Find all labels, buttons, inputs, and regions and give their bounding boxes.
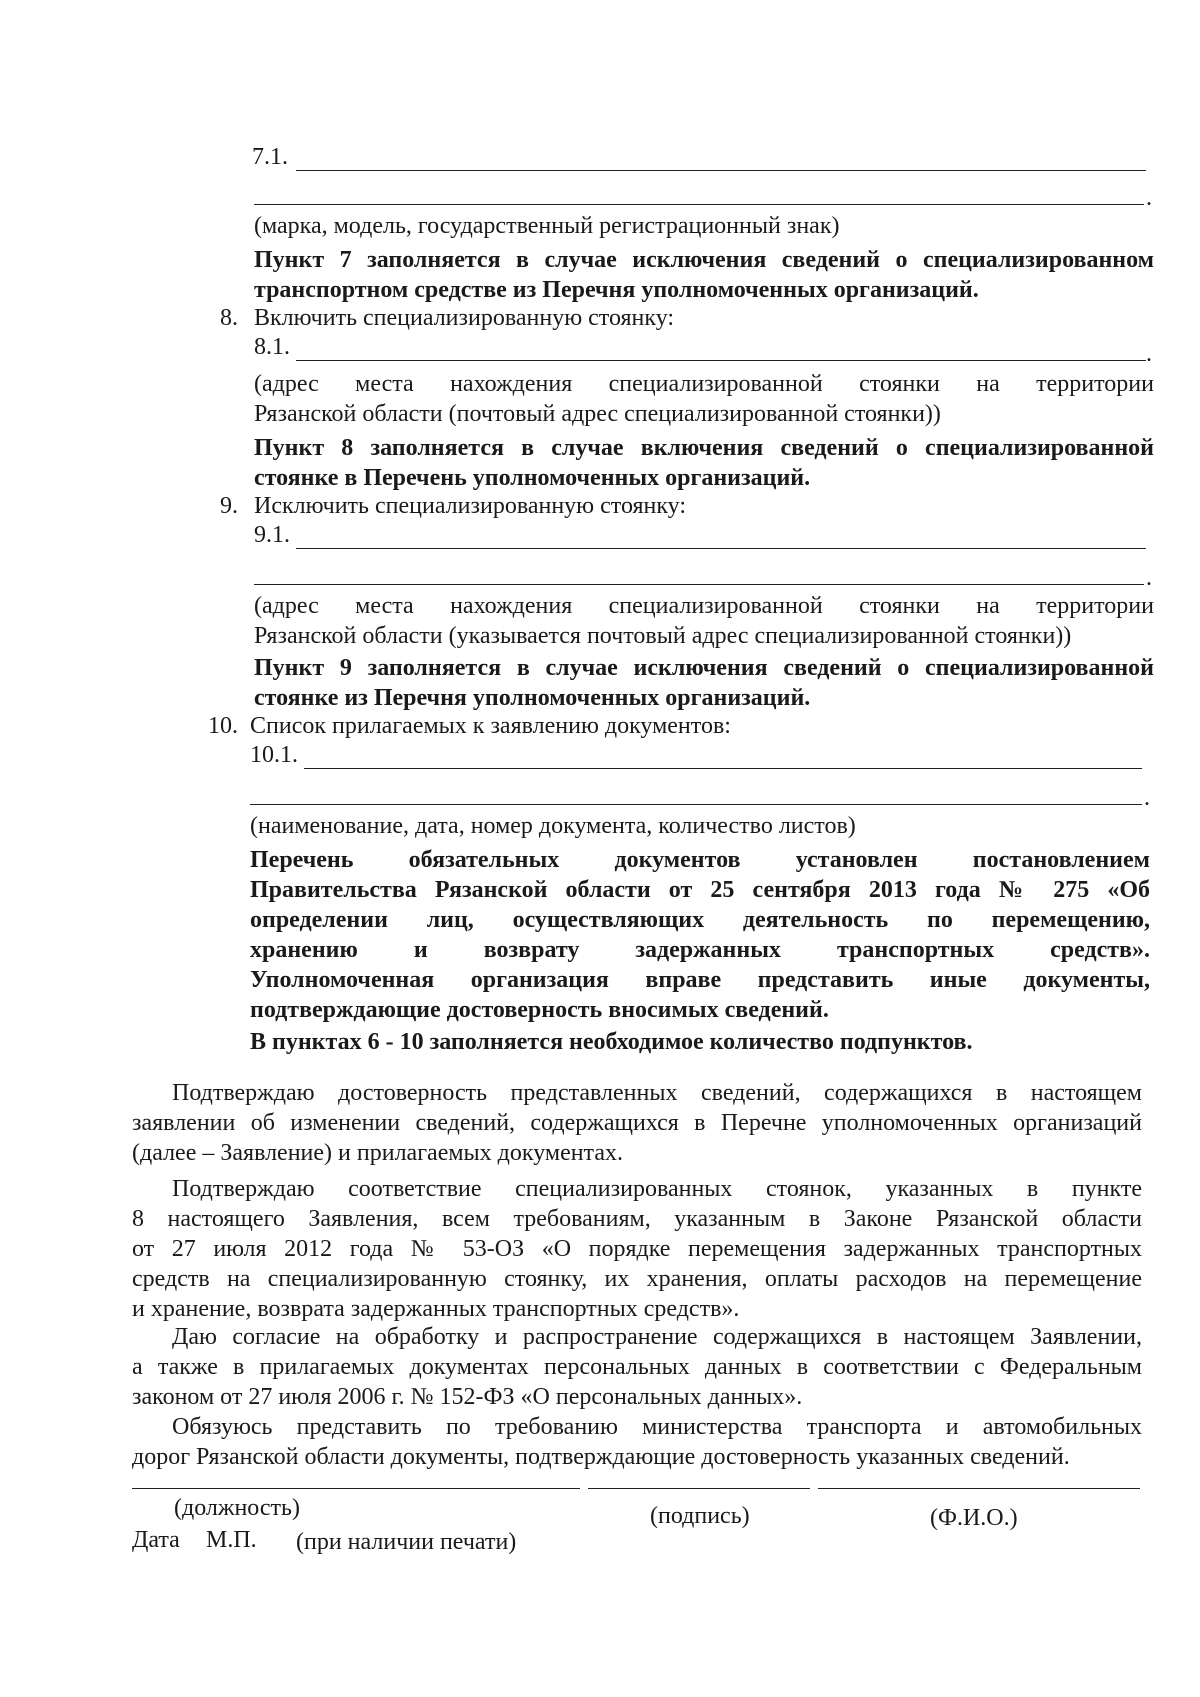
paragraph-consent — [132, 1322, 1142, 1412]
subitem-7-1-label: 7.1. — [252, 144, 288, 170]
seal-note: (при наличии печати) — [296, 1529, 517, 1555]
paragraph-confirm-compliance — [132, 1174, 1142, 1324]
paragraph-line: Обязуюсь представить по требованию министерства транспорта и автомобильных — [172, 1414, 1142, 1440]
position-field-line[interactable] — [132, 1488, 580, 1489]
paragraph-line: средств на специализированную стоянку, их хранения, оплаты расходов на перемещение — [132, 1266, 1142, 1292]
note-10-line-3: определении лиц, осуществляющих деятельность по перемещению, — [250, 907, 1150, 933]
caption-8-line-2: Рязанской области (почтовый адрес специализированной стоянки)) — [254, 401, 941, 427]
paragraph-obligation — [132, 1412, 1142, 1472]
note-10-line-1: Перечень обязательных документов установлен постановлением — [250, 847, 1150, 873]
note-8-line-1: Пункт 8 заполняется в случае включения сведений о специализированной — [254, 435, 1154, 461]
field-7-1-line-2[interactable] — [254, 204, 1144, 205]
field-10-1-line-1[interactable] — [304, 768, 1142, 769]
note-10-line-5: Уполномоченная организация вправе представить иные документы, — [250, 967, 1150, 993]
item-8-number: 8. — [220, 305, 238, 331]
final-note: В пунктах 6 - 10 заполняется необходимое количество подпунктов. — [250, 1029, 973, 1055]
field-9-1-line-1[interactable] — [296, 548, 1146, 549]
item-9-number: 9. — [220, 493, 238, 519]
item-10-title: Список прилагаемых к заявлению документов: — [250, 713, 731, 739]
caption-8-line-1: (адрес места нахождения специализированной стоянки на территории — [254, 371, 1154, 397]
paragraph-confirm-accuracy — [132, 1078, 1142, 1168]
signature-caption: (подпись) — [650, 1503, 750, 1529]
name-field-line[interactable] — [818, 1488, 1140, 1489]
caption-7: (марка, модель, государственный регистрационный знак) — [254, 213, 840, 239]
paragraph-line: дорог Рязанской области документы, подтверждающие достоверность указанных сведений. — [132, 1444, 1070, 1470]
subitem-8-1-label: 8.1. — [254, 334, 290, 360]
note-10-line-6: подтверждающие достоверность вносимых сведений. — [250, 997, 829, 1023]
position-caption: (должность) — [174, 1495, 300, 1521]
caption-10: (наименование, дата, номер документа, количество листов) — [250, 813, 856, 839]
paragraph-line: 8 настоящего Заявления, всем требованиям, указанным в Законе Рязанской области — [132, 1206, 1142, 1232]
line-end-dot: . — [1146, 185, 1152, 211]
note-10-line-4: хранению и возврату задержанных транспортных средств». — [250, 937, 1150, 963]
paragraph-line: Даю согласие на обработку и распространение содержащихся в настоящем Заявлении, — [172, 1324, 1142, 1350]
item-10-number: 10. — [208, 713, 238, 739]
line-end-dot: . — [1146, 341, 1152, 367]
seal-label: М.П. — [206, 1527, 257, 1553]
paragraph-line: и хранение, возврата задержанных транспортных средств». — [132, 1296, 740, 1322]
paragraph-line: Подтверждаю достоверность представленных сведений, содержащихся в настоящем — [172, 1080, 1142, 1106]
paragraph-line: заявлении об изменении сведений, содержащихся в Перечне уполномоченных организаций — [132, 1110, 1142, 1136]
note-9-line-2: стоянке из Перечня уполномоченных организаций. — [254, 685, 811, 711]
name-caption: (Ф.И.О.) — [930, 1505, 1018, 1531]
paragraph-line: законом от 27 июля 2006 г. № 152-ФЗ «О персональных данных». — [132, 1384, 803, 1410]
caption-9-line-2: Рязанской области (указывается почтовый адрес специализированной стоянки)) — [254, 623, 1072, 649]
paragraph-line: от 27 июля 2012 года № 53-ОЗ «О порядке перемещения задержанных транспортных — [132, 1236, 1142, 1262]
caption-9-line-1: (адрес места нахождения специализированной стоянки на территории — [254, 593, 1154, 619]
paragraph-line: (далее – Заявление) и прилагаемых документах. — [132, 1140, 623, 1166]
line-end-dot: . — [1146, 565, 1152, 591]
note-9-line-1: Пункт 9 заполняется в случае исключения сведений о специализированной — [254, 655, 1154, 681]
line-end-dot: . — [1144, 785, 1150, 811]
note-7-line-1: Пункт 7 заполняется в случае исключения сведений о специализированном — [254, 247, 1154, 273]
subitem-10-1-label: 10.1. — [250, 742, 298, 768]
field-10-1-line-2[interactable] — [250, 804, 1142, 805]
signature-field-line[interactable] — [588, 1488, 810, 1489]
subitem-9-1-label: 9.1. — [254, 522, 290, 548]
paragraph-line: Подтверждаю соответствие специализированных стоянок, указанных в пункте — [172, 1176, 1142, 1202]
note-10-line-2: Правительства Рязанской области от 25 сентября 2013 года № 275 «Об — [250, 877, 1150, 903]
note-8-line-2: стоянке в Перечень уполномоченных организаций. — [254, 465, 811, 491]
field-8-1-line[interactable] — [296, 360, 1146, 361]
item-9-title: Исключить специализированную стоянку: — [254, 493, 687, 519]
item-8-title: Включить специализированную стоянку: — [254, 305, 675, 331]
paragraph-line: а также в прилагаемых документах персональных данных в соответствии с Федеральным — [132, 1354, 1142, 1380]
field-9-1-line-2[interactable] — [254, 584, 1144, 585]
date-label: Дата — [132, 1527, 180, 1553]
note-7-line-2: транспортном средстве из Перечня уполномоченных организаций. — [254, 277, 979, 303]
field-7-1-line-1[interactable] — [296, 170, 1146, 171]
